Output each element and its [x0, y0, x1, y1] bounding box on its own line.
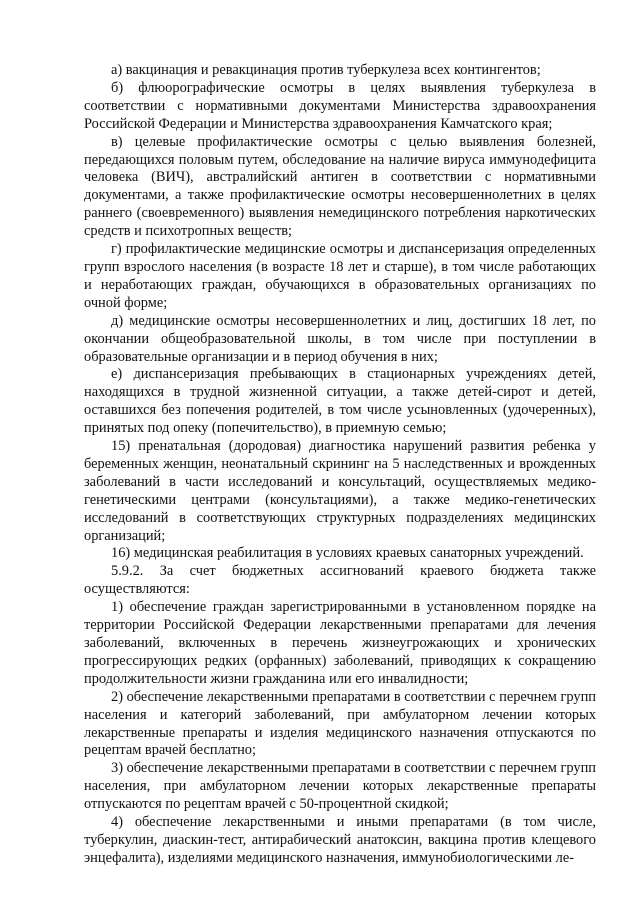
paragraph-item-15: 15) пренатальная (дородовая) диагностика нарушений развития ребенка у беременных женщин, неонатальный скрининг на 5 наследственных и врожденных заболеваний в части исследований и консультаций, осуществляемых медико-генетическими центрами (консультациями), а также медико-генетических исследований в соответствующих структурных подразделениях медицинских организаций; — [84, 438, 596, 544]
paragraph-item-1: 1) обеспечение граждан зарегистрированными в установленном порядке на территории Российской Федерации лекарственными препаратами для лечения заболеваний, включенных в перечень жизнеугрожающих и хронических прогрессирующих редких (орфанных) заболеваний, приводящих к сокращению продолжительности жизни гражданина или его инвалидности; — [84, 599, 596, 687]
paragraph-item-2: 2) обеспечение лекарственными препаратами в соответствии с перечнем групп населения и категорий заболеваний, при амбулаторном лечении которых лекарственные препараты и изделия медицинского назначения отпускаются по рецептам врачей бесплатно; — [84, 688, 596, 759]
paragraph-item-3: 3) обеспечение лекарственными препаратами в соответствии с перечнем групп населения, при амбулаторном лечении которых лекарственные препараты отпускаются по рецептам врачей с 50-процентной скидкой; — [84, 760, 596, 813]
document-body — [84, 62, 596, 868]
paragraph-vaccination: а) вакцинация и ревакцинация против туберкулеза всех контингентов; — [111, 62, 541, 78]
paragraph-adult-dispensary: г) профилактические медицинские осмотры и диспансеризация определенных групп взрослого населения (в возрасте 18 лет и старше), в том числе работающих и неработающих граждан, обучающихся в образовательных организациях по очной форме; — [84, 241, 596, 311]
paragraph-targeted-exams: в) целевые профилактические осмотры с целью выявления болезней, передающихся половым путем, обследование на наличие вируса иммунодефицита человека (ВИЧ), австралийский антиген в соответствии с нормативными документами, а также профилактические осмотры несовершеннолетних в целях раннего (своевременного) выявления немедицинского потребления наркотических средств и психотропных веществ; — [84, 133, 596, 240]
paragraph-section-5-9-2: 5.9.2. За счет бюджетных ассигнований краевого бюджета также осуществляются: — [84, 563, 596, 598]
paragraph-fluorography: б) флюорографические осмотры в целях выявления туберкулеза в соответствии с нормативными документами Министерства здравоохранения Российской Федерации и Министерства здравоохранения Камчатского края; — [84, 79, 596, 132]
paragraph-orphans-dispensary: е) диспансеризация пребывающих в стационарных учреждениях детей, находящихся в трудной жизненной ситуации, а также детей-сирот и детей, оставшихся без попечения родителей, в том числе усыновленных (удочеренных), принятых под опеку (попечительство), в приемную семью; — [84, 366, 596, 437]
paragraph-minors-exams: д) медицинские осмотры несовершеннолетних и лиц, достигших 18 лет, по окончании общеобразовательной школы, в том числе при поступлении в образовательные организации и в период обучения в них; — [84, 312, 596, 365]
paragraph-item-16: 16) медицинская реабилитация в условиях краевых санаторных учреждений. — [111, 545, 584, 562]
paragraph-item-4: 4) обеспечение лекарственными и иными препаратами (в том числе, туберкулин, диаскин-тест, антирабический анатоксин, вакцина против клещевого энцефалита), изделиями медицинского назначения, иммунобиологическими ле- — [84, 814, 596, 866]
